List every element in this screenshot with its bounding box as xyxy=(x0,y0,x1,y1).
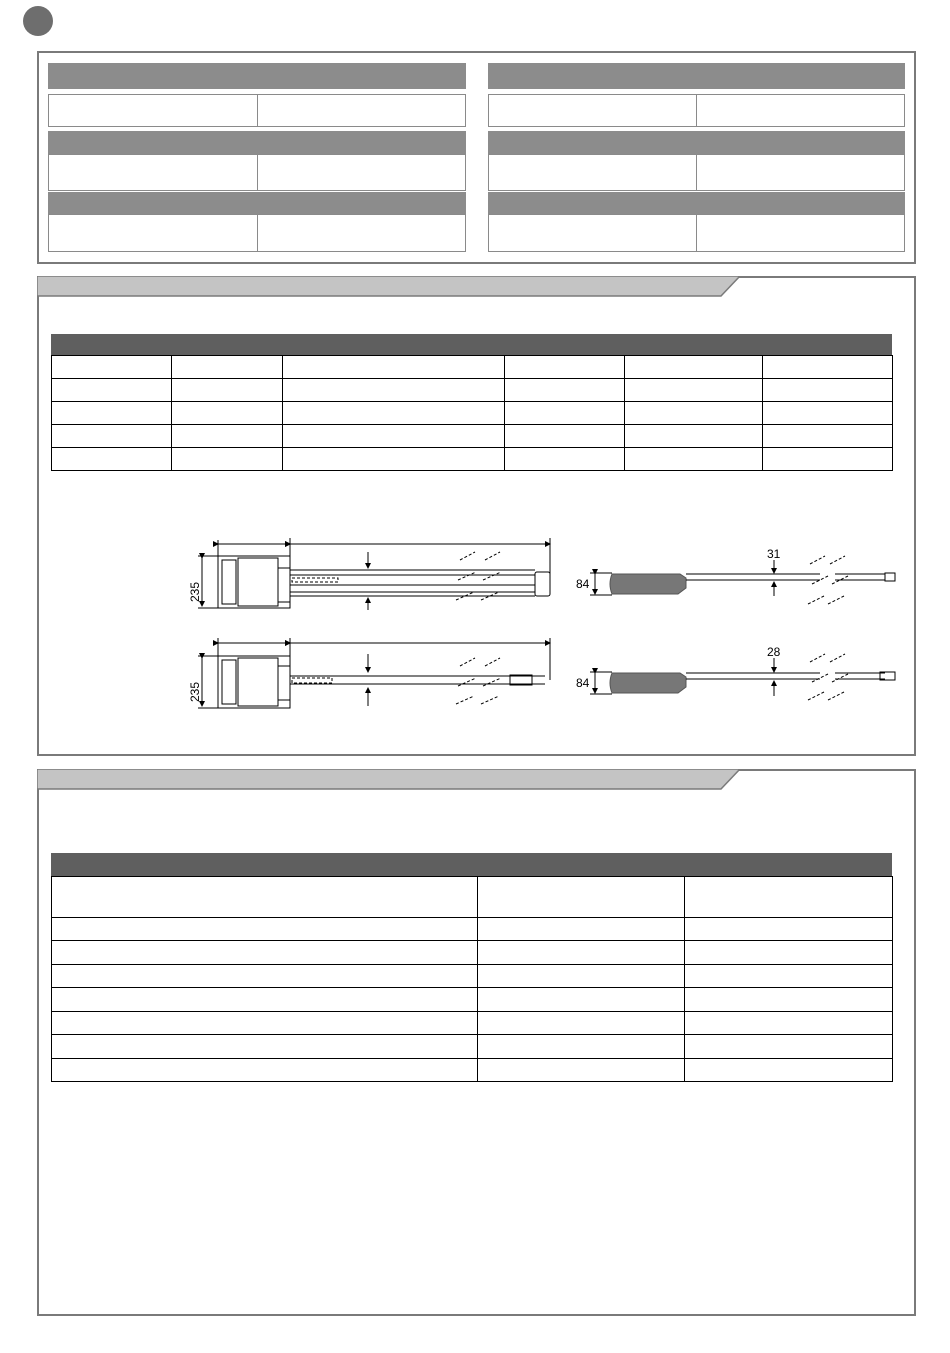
summary-left-cell-2a xyxy=(48,154,258,191)
dim-label-rail-bottom: 28 xyxy=(767,645,781,659)
models-table-header xyxy=(51,334,892,356)
drawing-motor-bottom xyxy=(198,638,550,708)
summary-left-cell-2b xyxy=(257,154,466,191)
table-row xyxy=(52,356,893,379)
table-row xyxy=(52,918,893,941)
summary-right-cell-3a xyxy=(488,214,697,252)
summary-right-cell-2b xyxy=(696,154,905,191)
summary-left-header-2 xyxy=(48,131,466,155)
summary-left-header-1 xyxy=(48,63,466,89)
table-row xyxy=(52,1058,893,1081)
summary-right-header-1 xyxy=(488,63,905,89)
summary-right-header-2 xyxy=(488,131,905,155)
table-row xyxy=(52,877,893,918)
table-row xyxy=(52,964,893,987)
dim-label-rail-top: 31 xyxy=(767,547,781,561)
table-row xyxy=(52,402,893,425)
section-dimensions-tab xyxy=(37,276,742,298)
summary-left-cell-3a xyxy=(48,214,258,252)
summary-right-cell-1a xyxy=(488,94,697,127)
summary-left-cell-1a xyxy=(48,94,258,127)
drawing-profile-bottom xyxy=(590,654,895,700)
table-row xyxy=(52,988,893,1011)
dim-label-left-bottom: 235 xyxy=(188,681,202,703)
dim-label-right-top: 84 xyxy=(576,577,590,591)
summary-left-header-3 xyxy=(48,192,466,215)
dimension-drawings xyxy=(180,530,910,720)
drawing-profile-top xyxy=(590,556,895,604)
dim-label-right-bottom: 84 xyxy=(576,676,590,690)
page-marker xyxy=(23,6,53,36)
models-table xyxy=(51,355,893,471)
summary-right-cell-3b xyxy=(696,214,905,252)
dim-label-left-top: 235 xyxy=(188,581,202,603)
table-row xyxy=(52,1035,893,1058)
summary-left-cell-3b xyxy=(257,214,466,252)
table-row xyxy=(52,1011,893,1034)
table-row xyxy=(52,425,893,448)
summary-left-cell-1b xyxy=(257,94,466,127)
summary-right-header-3 xyxy=(488,192,905,215)
summary-right-cell-1b xyxy=(696,94,905,127)
summary-right-cell-2a xyxy=(488,154,697,191)
table-row xyxy=(52,379,893,402)
specs-table-header xyxy=(51,853,892,877)
table-row xyxy=(52,941,893,964)
specs-table xyxy=(51,876,893,1082)
section-specifications-tab xyxy=(37,769,742,791)
drawing-motor-top xyxy=(198,538,550,610)
table-row xyxy=(52,448,893,471)
